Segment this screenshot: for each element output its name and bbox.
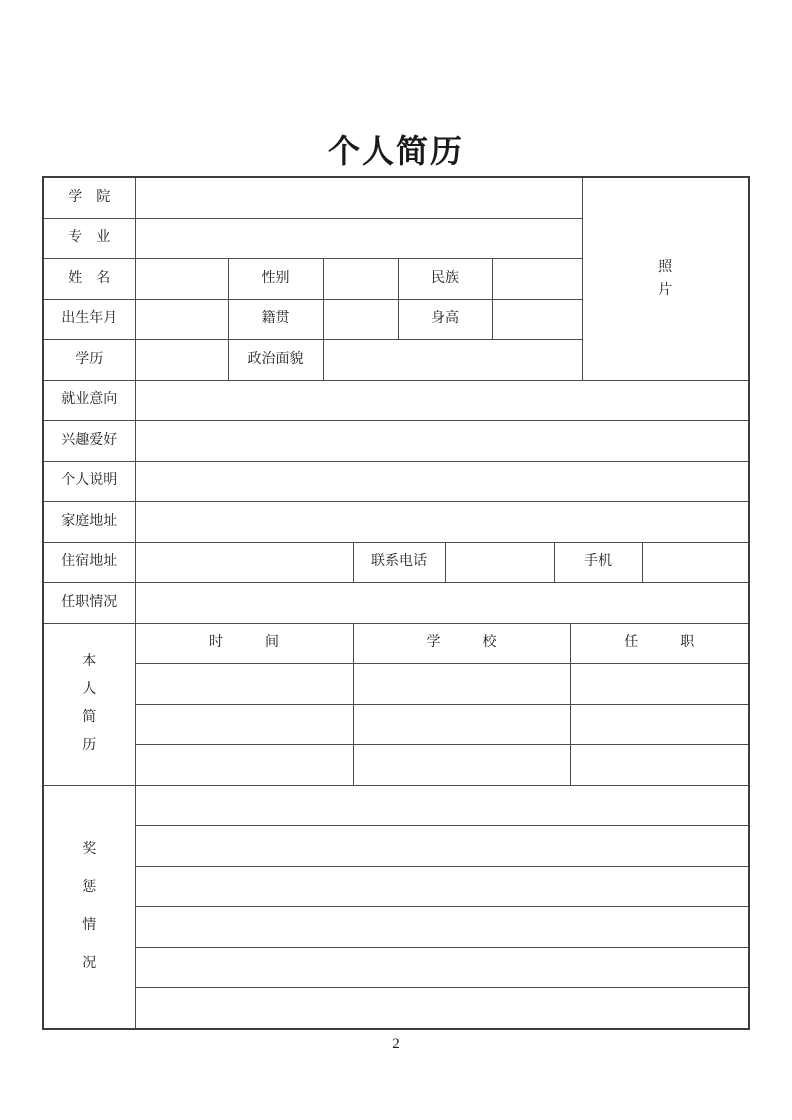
rewards-input-cell[interactable] <box>135 866 749 907</box>
political-status-input-cell[interactable] <box>323 340 582 381</box>
birth-date-label: 出生年月 <box>43 299 135 340</box>
rewards-empty-row <box>43 988 749 1029</box>
form-row <box>43 542 749 583</box>
gender-label: 性别 <box>228 259 323 300</box>
rewards-section-label <box>43 785 135 1029</box>
page-number: 2 <box>392 1036 400 1052</box>
rewards-input-cell[interactable] <box>135 785 749 826</box>
resume-col-time-header: 时 间 <box>135 623 353 664</box>
ethnicity-label: 民族 <box>398 259 492 300</box>
employment-intention-input-cell[interactable] <box>135 380 749 421</box>
personal-statement-input-cell[interactable] <box>135 461 749 502</box>
name-label: 姓 名 <box>43 259 135 300</box>
resume-empty-row <box>43 664 749 705</box>
resume-position-input-cell[interactable] <box>570 704 749 745</box>
form-row <box>43 461 749 502</box>
resume-time-input-cell[interactable] <box>135 664 353 705</box>
page-title: 个人简历 <box>327 133 464 169</box>
resume-form-table <box>42 176 750 1030</box>
resume-col-school-header: 学 校 <box>353 623 570 664</box>
major-input-cell[interactable] <box>135 218 582 259</box>
name-input-cell[interactable] <box>135 259 228 300</box>
gender-input-cell[interactable] <box>323 259 398 300</box>
resume-section-label <box>43 623 135 785</box>
resume-school-input-cell[interactable] <box>353 745 570 786</box>
height-input-cell[interactable] <box>492 299 582 340</box>
height-label: 身高 <box>398 299 492 340</box>
rewards-input-cell[interactable] <box>135 988 749 1029</box>
residence-address-input-cell[interactable] <box>135 542 353 583</box>
rewards-empty-row <box>43 826 749 867</box>
native-place-label: 籍贯 <box>228 299 323 340</box>
photo-cell[interactable] <box>582 177 749 380</box>
position-status-label: 任职情况 <box>43 583 135 624</box>
rewards-empty-row <box>43 866 749 907</box>
ethnicity-input-cell[interactable] <box>492 259 582 300</box>
resume-empty-row <box>43 745 749 786</box>
form-row <box>43 502 749 543</box>
resume-school-input-cell[interactable] <box>353 704 570 745</box>
resume-col-position-header: 任 职 <box>570 623 749 664</box>
home-address-label: 家庭地址 <box>43 502 135 543</box>
education-label: 学历 <box>43 340 135 381</box>
rewards-input-cell[interactable] <box>135 947 749 988</box>
rewards-input-cell[interactable] <box>135 907 749 948</box>
form-row <box>43 380 749 421</box>
rewards-input-cell[interactable] <box>135 826 749 867</box>
resume-position-input-cell[interactable] <box>570 664 749 705</box>
college-label: 学 院 <box>43 177 135 218</box>
resume-section-label-text: 本人简历 <box>82 654 97 753</box>
political-status-label: 政治面貌 <box>228 340 323 381</box>
form-row <box>43 421 749 462</box>
native-place-input-cell[interactable] <box>323 299 398 340</box>
contact-phone-label: 联系电话 <box>353 542 445 583</box>
resume-time-input-cell[interactable] <box>135 745 353 786</box>
mobile-label: 手机 <box>554 542 642 583</box>
home-address-input-cell[interactable] <box>135 502 749 543</box>
contact-phone-input-cell[interactable] <box>445 542 554 583</box>
resume-position-input-cell[interactable] <box>570 745 749 786</box>
position-status-input-cell[interactable] <box>135 583 749 624</box>
rewards-section-label-text: 奖惩情况 <box>82 841 97 971</box>
major-label: 专 业 <box>43 218 135 259</box>
education-input-cell[interactable] <box>135 340 228 381</box>
residence-address-label: 住宿地址 <box>43 542 135 583</box>
hobbies-input-cell[interactable] <box>135 421 749 462</box>
rewards-empty-row <box>43 947 749 988</box>
resume-school-input-cell[interactable] <box>353 664 570 705</box>
form-row <box>43 623 749 664</box>
birth-date-input-cell[interactable] <box>135 299 228 340</box>
form-row <box>43 785 749 826</box>
college-input-cell[interactable] <box>135 177 582 218</box>
employment-intention-label: 就业意向 <box>43 380 135 421</box>
mobile-input-cell[interactable] <box>642 542 749 583</box>
photo-label: 照片 <box>658 259 673 298</box>
personal-statement-label: 个人说明 <box>43 461 135 502</box>
rewards-empty-row <box>43 907 749 948</box>
form-row <box>43 177 749 218</box>
resume-empty-row <box>43 704 749 745</box>
hobbies-label: 兴趣爱好 <box>43 421 135 462</box>
form-row <box>43 583 749 624</box>
resume-time-input-cell[interactable] <box>135 704 353 745</box>
